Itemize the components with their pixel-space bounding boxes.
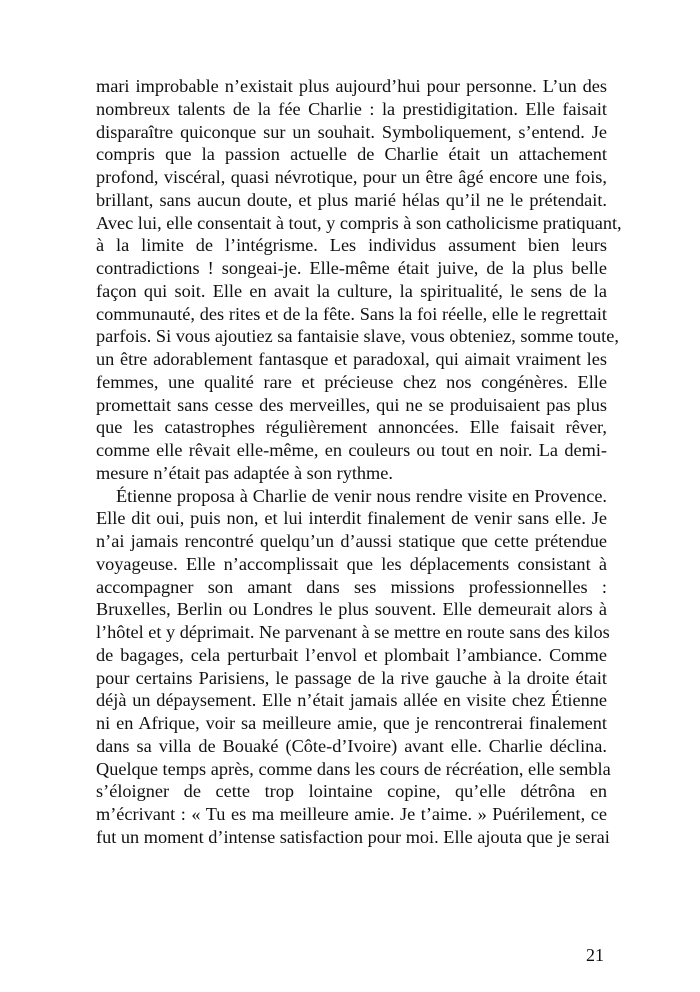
text-line: brillant, sans aucun doute, et plus marié hélas qu’il ne le prétendait. bbox=[96, 189, 607, 210]
text-line: à la limite de l’intégrisme. Les individus assument bien leurs bbox=[96, 235, 607, 256]
page-number: 21 bbox=[586, 945, 604, 965]
text-line: s’éloigner de cette trop lointaine copine, qu’elle détrôna en bbox=[96, 781, 607, 802]
text-line: mari improbable n’existait plus aujourd’hui pour personne. L’un des bbox=[96, 76, 607, 96]
text-line: m’écrivant : « Tu es ma meilleure amie. Je t’aime. » Puérilement, ce bbox=[96, 804, 607, 824]
text-line: mesure n’était pas adaptée à son rythme. bbox=[96, 462, 393, 483]
text-line: voyageuse. Elle n’accomplissait que les déplacements consistant à bbox=[96, 553, 607, 574]
text-line: femmes, une qualité rare et précieuse chez nos congénères. Elle bbox=[96, 371, 607, 392]
text-line: Quelque temps après, comme dans les cours de récréation, elle sembla bbox=[96, 758, 611, 779]
text-line: promettait sans cesse des merveilles, qui ne se produisaient pas plus bbox=[96, 394, 607, 415]
text-line: disparaître quiconque sur un souhait. Symboliquement, s’entend. Je bbox=[96, 121, 607, 142]
text-line: accompagner son amant dans ses missions professionnelles : bbox=[96, 576, 607, 597]
text-line: Bruxelles, Berlin ou Londres le plus souvent. Elle demeurait alors à bbox=[96, 599, 607, 620]
text-line: fut un moment d’intense satisfaction pour moi. Elle ajouta que je serai bbox=[96, 826, 610, 847]
text-line: contradictions ! songeai-je. Elle-même était juive, de la plus belle bbox=[96, 258, 607, 278]
text-line: que les catastrophes régulièrement annoncées. Elle faisait rêver, bbox=[96, 417, 607, 438]
text-line: déjà un dépaysement. Elle n’était jamais allée en visite chez Étienne bbox=[96, 690, 607, 711]
text-line: de bagages, cela perturbait l’envol et plombait l’ambiance. Comme bbox=[96, 644, 607, 665]
text-line: profond, viscéral, quasi névrotique, pour un être âgé encore une fois, bbox=[96, 167, 607, 187]
text-line: parfois. Si vous ajoutiez sa fantaisie slave, vous obteniez, somme toute, bbox=[96, 326, 619, 347]
text-line: façon qui soit. Elle en avait la culture, la spiritualité, le sens de la bbox=[96, 280, 607, 301]
text-line: nombreux talents de la fée Charlie : la prestidigitation. Elle faisait bbox=[96, 98, 607, 119]
text-line: Avec lui, elle consentait à tout, y compris à son catholicisme pratiquant, bbox=[96, 212, 622, 233]
paragraph bbox=[96, 75, 622, 485]
text-line: communauté, des rites et de la fête. Sans la foi réelle, elle le regrettait bbox=[96, 303, 607, 324]
text-line: Étienne proposa à Charlie de venir nous rendre visite en Provence. bbox=[116, 485, 607, 506]
text-line: ni en Afrique, voir sa meilleure amie, que je rencontrerai finalement bbox=[96, 713, 607, 733]
body-text bbox=[96, 75, 622, 849]
text-line: n’ai jamais rencontré quelqu’un d’aussi statique que cette prétendue bbox=[96, 531, 607, 551]
text-line: un être adorablement fantasque et paradoxal, qui aimait vraiment les bbox=[96, 349, 607, 369]
text-line: dans sa villa de Bouaké (Côte-d’Ivoire) avant elle. Charlie déclina. bbox=[96, 735, 607, 756]
text-line: comme elle rêvait elle-même, en couleurs ou tout en noir. La demi- bbox=[96, 440, 607, 460]
text-line: Elle dit oui, puis non, et lui interdit finalement de venir sans elle. Je bbox=[96, 508, 607, 529]
paragraph bbox=[96, 485, 611, 849]
text-line: l’hôtel et y déprimait. Ne parvenant à se mettre en route sans des kilos bbox=[96, 622, 610, 642]
text-line: pour certains Parisiens, le passage de la rive gauche à la droite était bbox=[96, 667, 607, 688]
text-line: compris que la passion actuelle de Charlie était un attachement bbox=[96, 144, 607, 165]
